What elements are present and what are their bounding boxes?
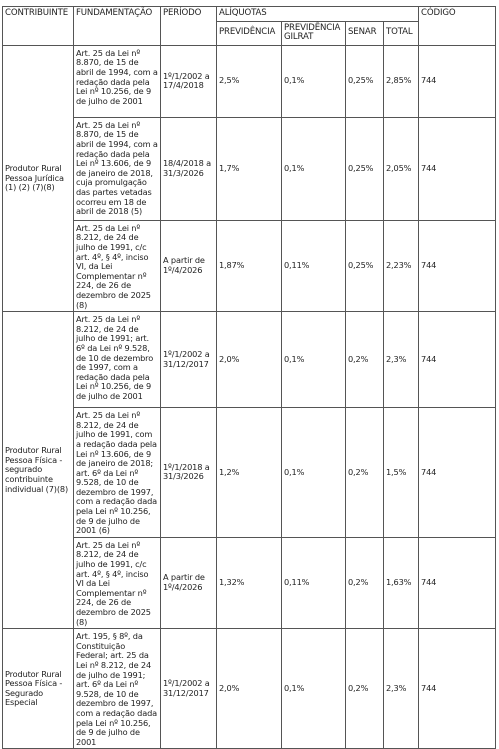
total-cell: 2,23% [384,220,419,311]
table-row [3,220,496,311]
fundamentacao-cell: Art. 25 da Lei nº 8.212, de 24 de julho de 1991, com a redação dada pela Lei nº 13.606, de 9 de janeiro de 2018; art. 6º da Lei nº 9.528, de 10 de dezembro de 1997, com a redação dada pela Lei nº 10.256, de 9 de julho de 2001 (6) [74,408,161,538]
periodo-cell: 1º/1/2002 a 17/4/2018 [161,45,217,117]
table-row [3,537,496,628]
gilrat-cell: 0,1% [282,629,346,749]
gilrat-cell: 0,1% [282,408,346,538]
fundamentacao-cell: Art. 25 da Lei nº 8.212, de 24 de julho de 1991, c/c art. 4º, § 4º, inciso VI da Lei Complementar nº 224, de 26 de dezembro de 2025 (8) [74,537,161,628]
codigo-cell: 744 [419,629,496,749]
senar-cell: 0,25% [346,117,384,220]
contribuinte-cell: Produtor Rural Pessoa Física - segurado contribuinte individual (7)(8) [3,312,74,629]
previdencia-cell: 1,7% [217,117,282,220]
gilrat-cell: 0,1% [282,45,346,117]
table-row [3,312,496,408]
gilrat-cell: 0,1% [282,117,346,220]
table-row [3,45,496,117]
total-cell: 2,3% [384,312,419,408]
gilrat-cell: 0,1% [282,312,346,408]
header-fundamentacao: FUNDAMENTAÇÃO [74,7,161,46]
contribuinte-cell: Produtor Rural Pessoa Física - Segurado Especial [3,629,74,749]
header-codigo: CÓDIGO [419,7,496,46]
header-contribuinte: CONTRIBUINTE [3,7,74,46]
senar-cell: 0,2% [346,629,384,749]
codigo-cell: 744 [419,312,496,408]
table-row [3,117,496,220]
gilrat-cell: 0,11% [282,220,346,311]
contribution-rates-table [2,6,496,749]
previdencia-cell: 1,2% [217,408,282,538]
previdencia-cell: 1,87% [217,220,282,311]
periodo-cell: 1º/1/2018 a 31/3/2026 [161,408,217,538]
periodo-cell: A partir de 1º/4/2026 [161,537,217,628]
fundamentacao-cell: Art. 25 da Lei nº 8.870, de 15 de abril de 1994, com a redação dada pela Lei nº 13.606, de 9 de janeiro de 2018, cuja promulgação das partes vetadas ocorreu em 18 de abril de 2018 (5) [74,117,161,220]
header-previdencia-gilrat: PREVIDÊNCIA GILRAT [282,21,346,45]
fundamentacao-cell: Art. 195, § 8º, da Constituição Federal; art. 25 da Lei nº 8.212, de 24 de julho de 1991; art. 6º da Lei nº 9.528, de 10 de dezembro de 1997, com a redação dada pela Lei nº 10.256, de 9 de julho de 2001 [74,629,161,749]
periodo-cell: 1º/1/2002 a 31/12/2017 [161,312,217,408]
fundamentacao-cell: Art. 25 da Lei nº 8.870, de 15 de abril de 1994, com a redação dada pela Lei nº 10.256, de 9 de julho de 2001 [74,45,161,117]
codigo-cell: 744 [419,220,496,311]
previdencia-cell: 2,0% [217,312,282,408]
contribuinte-cell: Produtor Rural Pessoa Jurídica (1) (2) (7)(8) [3,45,74,311]
header-previdencia: PREVIDÊNCIA [217,21,282,45]
codigo-cell: 744 [419,45,496,117]
senar-cell: 0,2% [346,537,384,628]
previdencia-cell: 1,32% [217,537,282,628]
header-aliquotas: ALÍQUOTAS [217,7,419,22]
fundamentacao-cell: Art. 25 da Lei nº 8.212, de 24 de julho de 1991, c/c art. 4º, § 4º, inciso VI, da Lei Complementar nº 224, de 26 de dezembro de 2025 (8) [74,220,161,311]
periodo-cell: A partir de 1º/4/2026 [161,220,217,311]
previdencia-cell: 2,5% [217,45,282,117]
total-cell: 2,05% [384,117,419,220]
header-total: TOTAL [384,21,419,45]
gilrat-cell: 0,11% [282,537,346,628]
header-periodo: PERÍODO [161,7,217,46]
total-cell: 2,85% [384,45,419,117]
header-senar: SENAR [346,21,384,45]
periodo-cell: 18/4/2018 a 31/3/2026 [161,117,217,220]
senar-cell: 0,25% [346,220,384,311]
codigo-cell: 744 [419,537,496,628]
codigo-cell: 744 [419,117,496,220]
table-row [3,629,496,749]
total-cell: 2,3% [384,629,419,749]
previdencia-cell: 2,0% [217,629,282,749]
fundamentacao-cell: Art. 25 da Lei nº 8.212, de 24 de julho de 1991; art. 6º da Lei nº 9.528, de 10 de dezembro de 1997, com a redação dada pela Lei nº 10.256, de 9 de julho de 2001 [74,312,161,408]
senar-cell: 0,2% [346,408,384,538]
header-row [3,7,496,22]
senar-cell: 0,25% [346,45,384,117]
senar-cell: 0,2% [346,312,384,408]
table-row [3,408,496,538]
total-cell: 1,63% [384,537,419,628]
codigo-cell: 744 [419,408,496,538]
periodo-cell: 1º/1/2002 a 31/12/2017 [161,629,217,749]
total-cell: 1,5% [384,408,419,538]
